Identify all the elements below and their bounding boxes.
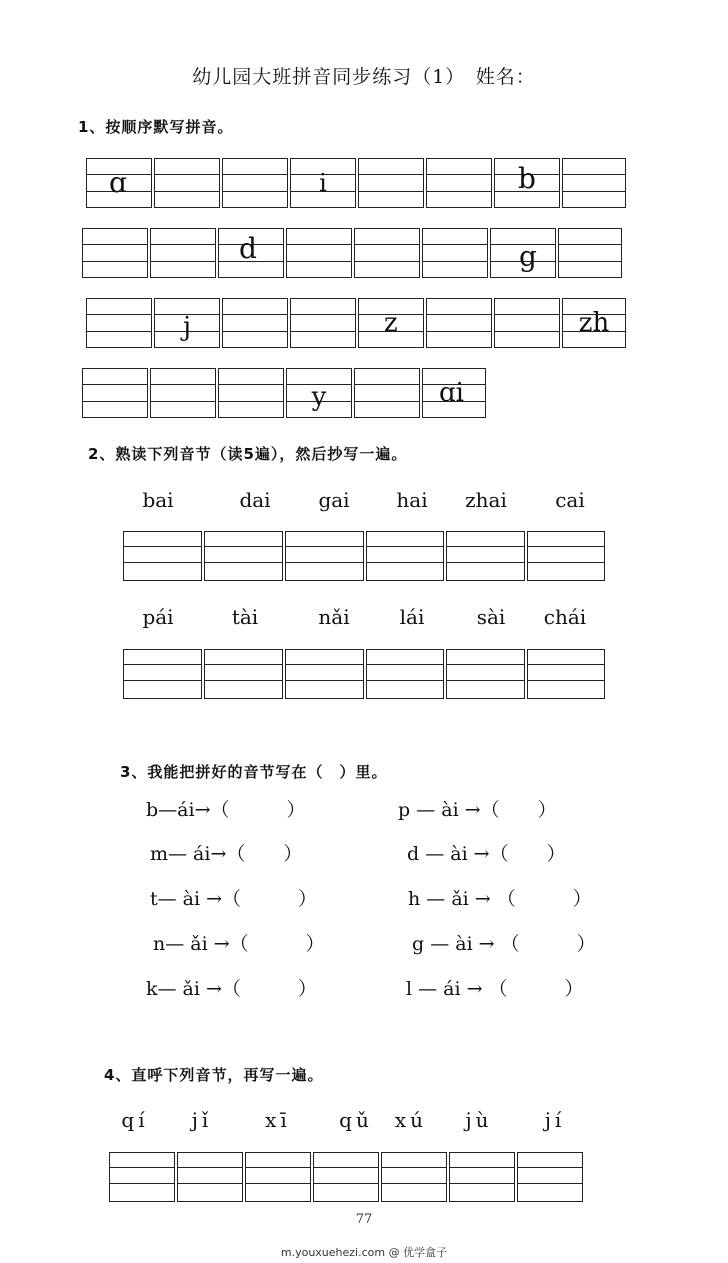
writing-cell[interactable] (290, 158, 356, 208)
writing-cell[interactable] (449, 1152, 515, 1202)
exercise-item: g — ài → （ ） (412, 933, 596, 955)
syllable-label: xú (394, 1108, 428, 1132)
writing-cell[interactable] (527, 531, 605, 581)
exercise-item: h — ǎi → （ ） (408, 888, 592, 910)
exercise-item: b—ái→（ ） (146, 799, 306, 821)
writing-cell[interactable] (426, 158, 492, 208)
writing-cell[interactable] (222, 298, 288, 348)
cell-letter: i (319, 169, 327, 197)
syllable-label: hai (396, 488, 428, 512)
writing-cell[interactable] (150, 228, 216, 278)
writing-cell[interactable] (558, 228, 622, 278)
syllable-label: lái (399, 605, 425, 629)
writing-cell[interactable] (154, 298, 220, 348)
syllable-label: xī (265, 1108, 291, 1132)
section-3-heading: 3、我能把拼好的音节写在（ ）里。 (120, 763, 388, 781)
syllable-label: dai (239, 488, 271, 512)
writing-cell[interactable] (446, 531, 525, 581)
cell-letter: y (311, 382, 327, 412)
writing-cell[interactable] (358, 158, 424, 208)
writing-cell[interactable] (285, 649, 364, 699)
cell-letter: d (239, 232, 257, 265)
cell-letter: z (384, 308, 398, 338)
writing-cell[interactable] (285, 531, 364, 581)
writing-cell[interactable] (204, 649, 283, 699)
writing-cell[interactable] (381, 1152, 447, 1202)
writing-cell[interactable] (86, 298, 152, 348)
writing-cell[interactable] (358, 298, 424, 348)
writing-cell[interactable] (494, 298, 560, 348)
syllable-label: tài (231, 605, 259, 629)
writing-cell[interactable] (422, 228, 488, 278)
writing-cell[interactable] (562, 298, 626, 348)
cell-letter: ɑi (439, 378, 464, 408)
cell-letter: g (519, 240, 537, 273)
exercise-item: k— ǎi →（ ） (146, 978, 317, 1000)
syllable-label: zhai (465, 488, 507, 512)
writing-cell[interactable] (245, 1152, 311, 1202)
writing-cell[interactable] (218, 228, 284, 278)
writing-cell[interactable] (286, 368, 352, 418)
syllable-label: chái (543, 605, 587, 629)
page-title: 幼儿园大班拼音同步练习（1） 姓名： (192, 66, 536, 88)
cell-letter: j (182, 312, 192, 342)
section-1-heading: 1、按顺序默写拼音。 (78, 118, 234, 136)
writing-cell[interactable] (354, 228, 420, 278)
exercise-item: p — ài →（ ） (398, 799, 557, 821)
syllable-label: cai (555, 488, 585, 512)
writing-cell[interactable] (366, 531, 444, 581)
writing-cell[interactable] (222, 158, 288, 208)
page-number: 77 (355, 1212, 373, 1227)
syllable-label: pái (142, 605, 174, 629)
exercise-item: d — ài →（ ） (407, 843, 566, 865)
footer-watermark: m.youxuehezi.com @ 优学盒子 (280, 1246, 448, 1259)
writing-cell[interactable] (218, 368, 284, 418)
syllable-label: gai (318, 488, 350, 512)
writing-cell[interactable] (490, 228, 556, 278)
cell-letter: zh (578, 308, 610, 338)
syllable-label: qǔ (339, 1108, 373, 1132)
syllable-label: jǐ (191, 1108, 213, 1132)
writing-cell[interactable] (517, 1152, 583, 1202)
syllable-label: sài (476, 605, 506, 629)
syllable-label: bai (142, 488, 174, 512)
exercise-item: n— ǎi →（ ） (153, 933, 325, 955)
writing-cell[interactable] (86, 158, 152, 208)
writing-cell[interactable] (527, 649, 605, 699)
writing-cell[interactable] (313, 1152, 379, 1202)
writing-cell[interactable] (446, 649, 525, 699)
writing-cell[interactable] (426, 298, 492, 348)
writing-cell[interactable] (286, 228, 352, 278)
writing-cell[interactable] (123, 649, 202, 699)
writing-cell[interactable] (422, 368, 486, 418)
syllable-label: jù (465, 1108, 493, 1132)
writing-cell[interactable] (562, 158, 626, 208)
writing-cell[interactable] (82, 368, 148, 418)
exercise-item: l — ái → （ ） (406, 978, 584, 1000)
writing-cell[interactable] (154, 158, 220, 208)
syllable-label: jí (544, 1108, 566, 1132)
writing-cell[interactable] (204, 531, 283, 581)
section-4-heading: 4、直呼下列音节，再写一遍。 (104, 1066, 324, 1084)
writing-cell[interactable] (290, 298, 356, 348)
writing-cell[interactable] (150, 368, 216, 418)
writing-cell[interactable] (109, 1152, 175, 1202)
cell-letter: b (518, 162, 536, 195)
section-2-heading: 2、熟读下列音节（读5遍），然后抄写一遍。 (88, 445, 408, 463)
writing-cell[interactable] (354, 368, 420, 418)
writing-cell[interactable] (494, 158, 560, 208)
writing-cell[interactable] (82, 228, 148, 278)
syllable-label: nǎi (318, 605, 350, 629)
cell-letter: ɑ (109, 166, 127, 199)
syllable-label: qí (121, 1108, 149, 1132)
writing-cell[interactable] (177, 1152, 243, 1202)
exercise-item: t— ài →（ ） (150, 888, 318, 910)
writing-cell[interactable] (366, 649, 444, 699)
exercise-item: m— ái→（ ） (150, 843, 303, 865)
writing-cell[interactable] (123, 531, 202, 581)
